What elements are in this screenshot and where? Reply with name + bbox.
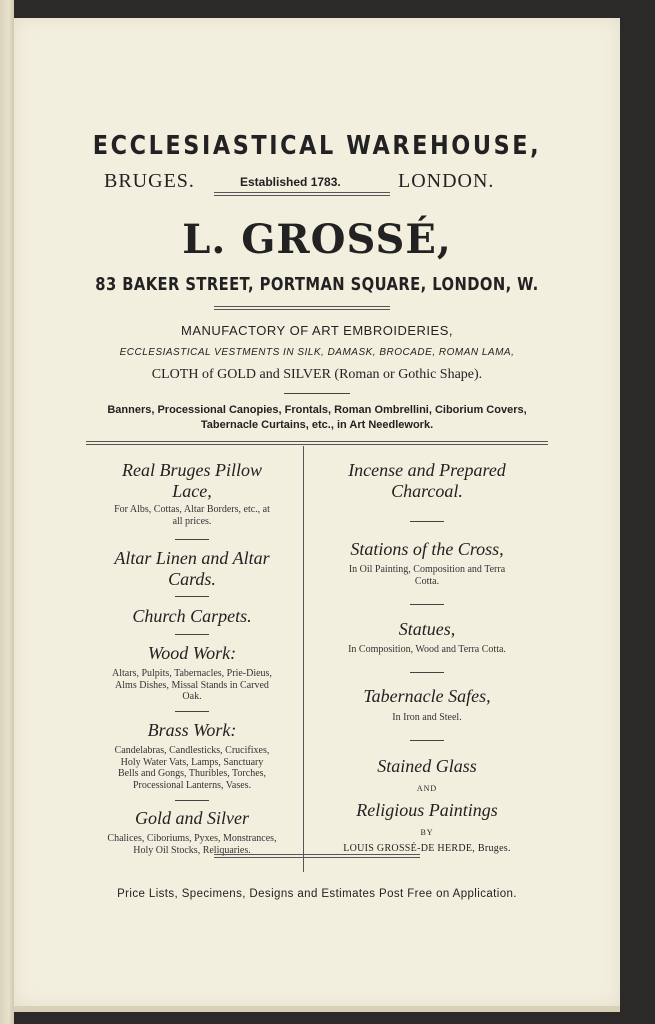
- item-heading: Gold and Silver: [135, 808, 249, 828]
- page-bottom-edge: [14, 1006, 620, 1012]
- divider: [214, 192, 390, 196]
- item-heading: Altar Linen and Altar Cards.: [114, 548, 270, 589]
- item-divider: [410, 604, 444, 605]
- conjunction-by: BY: [420, 828, 434, 837]
- page-title: ECCLESIASTICAL WAREHOUSE,: [92, 131, 542, 161]
- item-heading: Religious Paintings: [356, 800, 498, 820]
- item-heading: Incense and Prepared Charcoal.: [348, 460, 506, 501]
- vestments-line: ECCLESIASTICAL VESTMENTS IN SILK, DAMASK, BROCADE, ROMAN LAMA,: [119, 347, 515, 358]
- columns-top-rule: [86, 441, 548, 445]
- item-heading: Statues,: [398, 619, 456, 639]
- item-heading: Tabernacle Safes,: [363, 686, 491, 706]
- item-divider: [175, 711, 209, 712]
- item-description: In Oil Painting, Composition and Terra Cotta.: [348, 564, 506, 587]
- item-description: In Iron and Steel.: [392, 712, 462, 723]
- item-divider: [410, 521, 444, 522]
- item-heading: Stations of the Cross,: [350, 539, 504, 559]
- company-name: L. GROSSÉ,: [182, 216, 452, 263]
- city-london: LONDON.: [398, 170, 495, 192]
- item-divider: [175, 634, 209, 635]
- item-description: Candelabras, Candlesticks, Crucifixes, Holy Water Vats, Lamps, Sanctuary Bells and Gongs, Thuribles, Torches, Processional Lanterns, Vases.: [114, 745, 270, 791]
- artist-signature: LOUIS GROSSÉ-DE HERDE, Bruges.: [343, 843, 511, 854]
- banners-line: Tabernacle Curtains, etc., in Art Needlework.: [200, 419, 434, 431]
- item-heading: Brass Work:: [147, 720, 237, 740]
- banners-text: [14, 403, 620, 433]
- book-binding-edge: [0, 0, 14, 1024]
- item-divider: [175, 596, 209, 597]
- item-description: For Albs, Cottas, Altar Borders, etc., at all prices.: [114, 504, 270, 527]
- item-heading: Real Bruges Pillow Lace,: [122, 460, 262, 501]
- footer-note: Price Lists, Specimens, Designs and Estimates Post Free on Application.: [117, 888, 517, 900]
- short-divider: [284, 393, 350, 394]
- conjunction-and: AND: [416, 784, 438, 793]
- advertisement-page: [14, 18, 620, 1006]
- banners-line: Banners, Processional Canopies, Frontals, Roman Ombrellini, Ciborium Covers,: [107, 404, 527, 416]
- item-heading: Stained Glass: [377, 756, 477, 776]
- item-heading: Wood Work:: [147, 643, 237, 663]
- columns-bottom-rule: [214, 854, 420, 858]
- divider: [214, 306, 390, 310]
- item-description: In Composition, Wood and Terra Cotta.: [348, 644, 506, 655]
- company-address: 83 BAKER STREET, PORTMAN SQUARE, LONDON, W.: [95, 274, 539, 295]
- item-divider: [175, 539, 209, 540]
- established-date: Established 1783.: [240, 175, 341, 189]
- item-heading: Church Carpets.: [132, 606, 252, 626]
- manufactory-line: MANUFACTORY OF ART EMBROIDERIES,: [181, 323, 453, 338]
- cloth-line: CLOTH of GOLD and SILVER (Roman or Gothic Shape).: [151, 367, 483, 382]
- item-description: Chalices, Ciboriums, Pyxes, Monstrances, Holy Oil Stocks, Reliquaries.: [107, 833, 277, 856]
- item-divider: [175, 800, 209, 801]
- city-bruges: BRUGES.: [104, 170, 195, 192]
- item-description: Altars, Pulpits, Tabernacles, Prie-Dieus, Alms Dishes, Missal Stands in Carved Oak.: [112, 668, 272, 702]
- item-divider: [410, 740, 444, 741]
- item-divider: [410, 672, 444, 673]
